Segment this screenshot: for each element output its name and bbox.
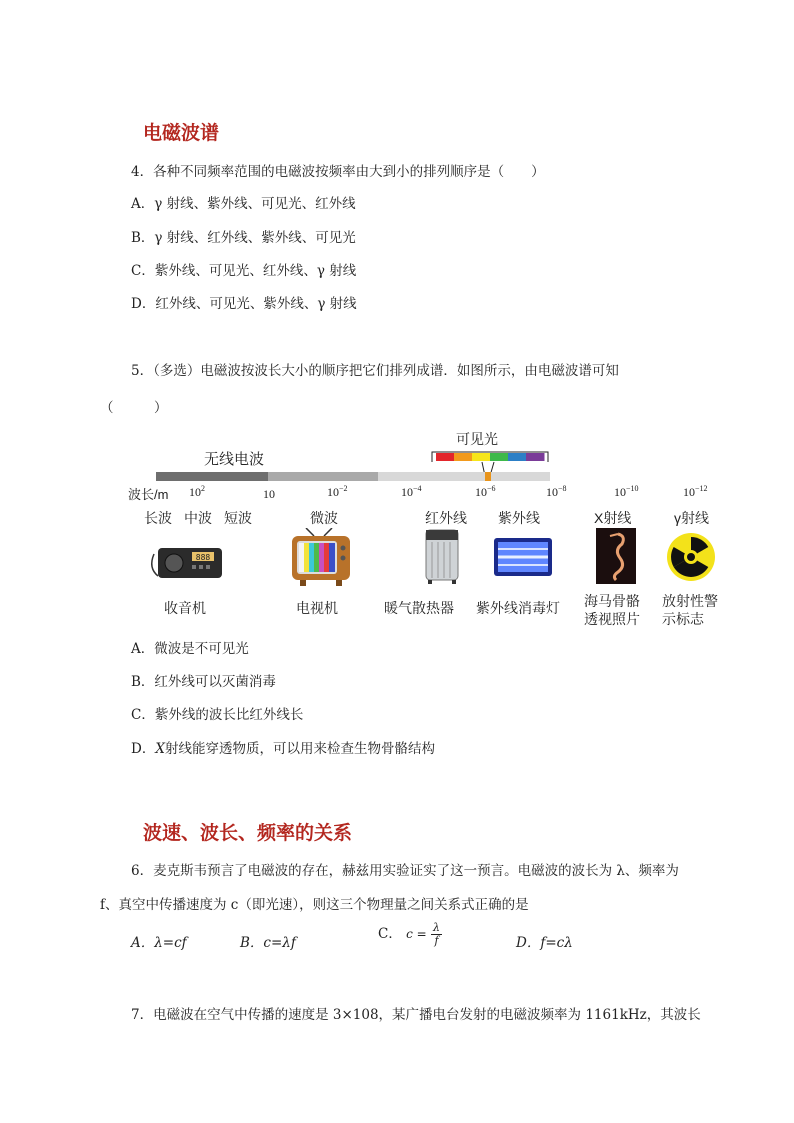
q6-option-a: A．λ=cf bbox=[131, 935, 187, 951]
q4-option-d: D．红外线、可见光、紫外线、γ 射线 bbox=[131, 296, 357, 312]
q4-option-b: B．γ 射线、红外线、紫外线、可见光 bbox=[131, 230, 356, 246]
device-caption: 收音机 bbox=[164, 600, 206, 616]
q6-option-b: B．c=λf bbox=[240, 935, 296, 951]
em-spectrum-diagram bbox=[128, 428, 728, 638]
fraction: $\frac{\lambda}{f}$ bbox=[433, 921, 441, 947]
tick-label: $10^{-2}$ bbox=[327, 484, 348, 499]
spectrum-color-band bbox=[526, 453, 545, 461]
visible-light-label: 可见光 bbox=[456, 431, 498, 447]
q5-option-d: D．X射线能穿透物质，可以用来检查生物骨骼结构 bbox=[131, 741, 435, 757]
band-label: 中波 bbox=[184, 510, 212, 526]
band-label: 红外线 bbox=[425, 510, 467, 526]
question-5-stem: 5．（多选）电磁波按波长大小的顺序把它们排列成谱．如图所示，由电磁波谱可知 bbox=[131, 363, 619, 379]
q6-option-d: D．f=cλ bbox=[516, 935, 573, 951]
q5-option-a: A．微波是不可见光 bbox=[131, 641, 249, 657]
band-label: 长波 bbox=[144, 510, 172, 526]
uv-lamp-icon bbox=[490, 534, 556, 580]
tick-label: $10^{-6}$ bbox=[475, 484, 496, 499]
question-4-stem: 4．各种不同频率范围的电磁波按频率由大到小的排列顺序是（ ） bbox=[131, 164, 545, 180]
axis-label: 波长/m bbox=[128, 487, 169, 502]
bar-radio-mid bbox=[268, 472, 378, 481]
band-label: γ射线 bbox=[674, 510, 709, 526]
band-label: X射线 bbox=[594, 510, 632, 526]
spectrum-color-band bbox=[508, 453, 527, 461]
section-title: 波速、波长、频率的关系 bbox=[143, 822, 353, 844]
heater-icon bbox=[420, 526, 466, 586]
radiation-warning-icon bbox=[666, 532, 716, 582]
q5-option-c: C．紫外线的波长比红外线长 bbox=[131, 707, 304, 723]
tick-label: $10^{-8}$ bbox=[546, 484, 567, 499]
bar-visible-marker bbox=[485, 472, 491, 481]
radio-wave-label: 无线电波 bbox=[204, 451, 265, 468]
tick-label: $10^{-4}$ bbox=[401, 484, 422, 499]
question-7-stem: 7．电磁波在空气中传播的速度是 3×108，某广播电台发射的电磁波频率为 1161kHz，其波长 bbox=[131, 1007, 701, 1023]
device-caption: 放射性警 bbox=[662, 593, 718, 609]
device-caption: 暖气散热器 bbox=[384, 600, 454, 616]
device-caption: 透视照片 bbox=[584, 611, 640, 627]
radio-icon bbox=[146, 540, 226, 580]
spectrum-color-band bbox=[490, 453, 509, 461]
spectrum-color-band bbox=[436, 453, 455, 461]
bar-light bbox=[378, 472, 550, 481]
television-icon bbox=[288, 528, 354, 588]
band-label: 紫外线 bbox=[498, 510, 540, 526]
svg-text:888: 888 bbox=[195, 553, 211, 562]
question-5-bracket: （ ） bbox=[100, 400, 168, 416]
device-caption: 示标志 bbox=[662, 611, 704, 627]
section-title: 电磁波谱 bbox=[143, 122, 220, 144]
band-label: 短波 bbox=[224, 510, 252, 526]
seahorse-xray-icon bbox=[596, 528, 636, 584]
question-6-stem-line-1: 6．麦克斯韦预言了电磁波的存在，赫兹用实验证实了这一预言。电磁波的波长为 λ、频率为 bbox=[131, 863, 679, 879]
q4-option-a: A．γ 射线、紫外线、可见光、红外线 bbox=[131, 196, 356, 212]
question-6-stem-line-2: f、真空中传播速度为 c（即光速），则这三个物理量之间关系式正确的是 bbox=[100, 897, 529, 913]
tick-label: $10^2$ bbox=[189, 484, 205, 499]
q6-option-c: C． c = $\frac{\lambda}{f}$ bbox=[378, 921, 441, 947]
spectrum-color-band bbox=[472, 453, 491, 461]
device-caption: 电视机 bbox=[296, 600, 338, 616]
bar-radio-dark bbox=[156, 472, 268, 481]
band-label: 微波 bbox=[310, 510, 338, 526]
device-caption: 紫外线消毒灯 bbox=[476, 600, 560, 616]
tick-label: $10^{-10}$ bbox=[614, 484, 639, 499]
device-caption: 海马骨骼 bbox=[584, 593, 640, 609]
tick-label: 10 bbox=[263, 487, 275, 501]
spectrum-color-band bbox=[454, 453, 473, 461]
q4-option-c: C．紫外线、可见光、红外线、γ 射线 bbox=[131, 263, 357, 279]
q5-option-b: B．红外线可以灭菌消毒 bbox=[131, 674, 276, 690]
tick-label: $10^{-12}$ bbox=[683, 484, 708, 499]
